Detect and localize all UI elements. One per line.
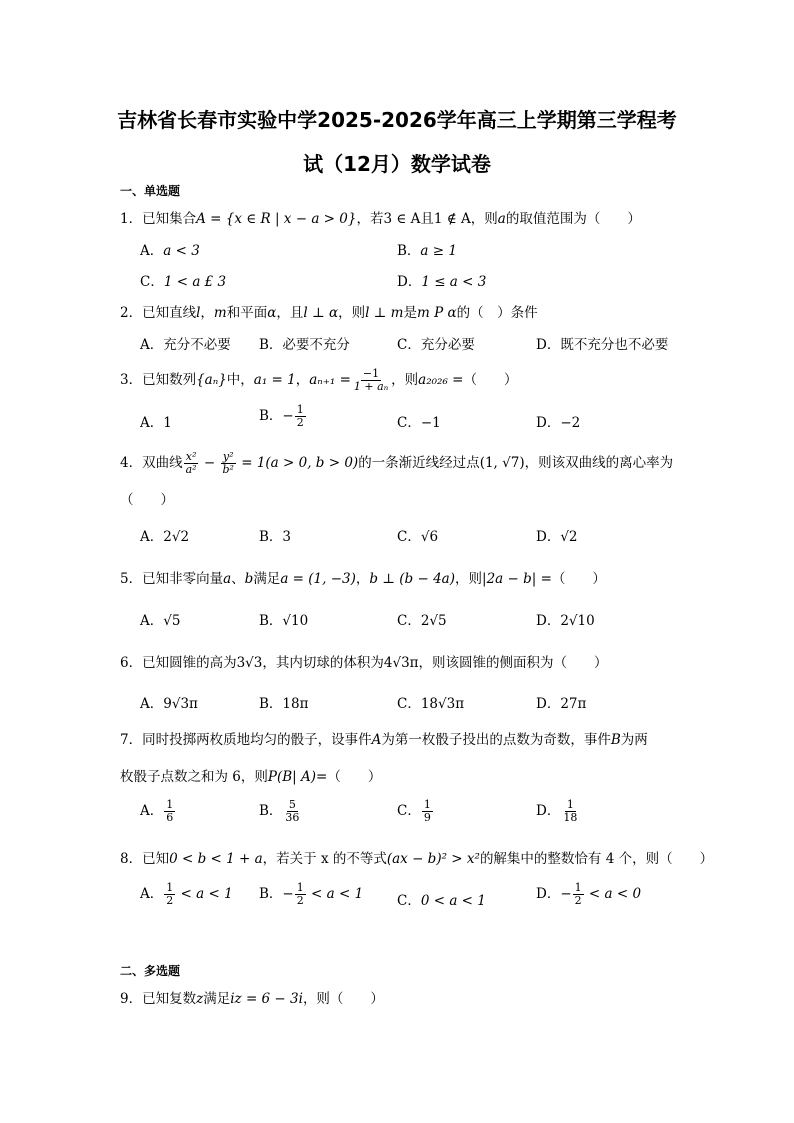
option-math: 3	[282, 529, 292, 545]
option-label: A．	[140, 415, 164, 431]
q2-text: 2．已知直线	[120, 305, 197, 321]
q2-option-d: D．既不充分也不必要	[536, 337, 669, 353]
q7-event-a: A	[371, 732, 382, 748]
option-fraction	[422, 799, 433, 824]
q5-abs: |2a − b| =	[482, 571, 552, 587]
option-math: 27π	[560, 696, 587, 712]
q5-text-b: 满足	[253, 571, 281, 587]
option-label: B．	[259, 696, 283, 712]
option-label: C．	[397, 529, 421, 545]
numerator: 1	[296, 403, 304, 416]
q5-text-d: ，则	[455, 571, 483, 587]
q2-option-a: A．充分不必要	[140, 337, 231, 353]
q9-var-z: z	[196, 991, 204, 1007]
question-3	[120, 368, 680, 393]
q3-a1: a₁ = 1	[253, 372, 296, 388]
q1-option-b	[397, 239, 457, 259]
exam-title-line1: 吉林省长春市实验中学2025-2026学年高三上学期第三学程考	[117, 108, 677, 132]
denominator: b²	[222, 463, 234, 476]
q8-inequality: (ax − b)² > x²	[386, 851, 480, 867]
q3-text-b: 中，	[226, 372, 254, 388]
q6-volume: 4√3π	[383, 655, 419, 671]
q7-option-b	[259, 799, 302, 824]
denominator: 2	[296, 416, 304, 429]
q8-text: 8．已知	[120, 851, 170, 867]
denominator: 2	[296, 894, 304, 907]
q3-text-e: （ ）	[463, 372, 518, 388]
option-label: A．	[140, 529, 164, 545]
question-9	[120, 987, 680, 1007]
numerator: 1	[423, 798, 431, 811]
numerator: y²	[222, 450, 234, 463]
question-6	[120, 651, 680, 671]
denominator: 1 + aₙ	[353, 380, 389, 393]
numerator: 1	[566, 798, 574, 811]
question-4-cont: （ ）	[120, 492, 174, 508]
q7-text-c: 为两	[620, 732, 648, 748]
q2-text-g: 的（ ）条件	[456, 305, 538, 321]
option-math: < a < 1	[306, 886, 364, 902]
q4-option-b	[259, 525, 291, 545]
option-math: 1	[163, 415, 172, 431]
q3-rec-fraction	[352, 368, 390, 393]
q6-option-a	[140, 692, 198, 712]
q2-text-c: 和平面	[226, 305, 268, 321]
q4-frac-x	[184, 451, 199, 476]
q1-option-c	[140, 270, 226, 290]
q6-text-c: ，则该圆锥的侧面积为（ ）	[418, 655, 608, 671]
option-math: 9√3π	[163, 696, 198, 712]
numerator: 1	[296, 881, 304, 894]
q5-text-e: （ ）	[551, 571, 606, 587]
q3-option-b	[259, 404, 307, 429]
option-math: 2√10	[560, 613, 595, 629]
q3-seq: {aₙ}	[196, 372, 227, 388]
q7-option-a	[140, 799, 176, 824]
option-fraction	[295, 404, 306, 429]
denominator: 36	[285, 811, 300, 824]
denominator: 9	[423, 811, 431, 824]
question-5	[120, 567, 680, 587]
q4-option-c	[397, 525, 438, 545]
option-math: √6	[420, 529, 439, 545]
option-math: < a < 0	[584, 886, 642, 902]
option-label: D．	[536, 415, 561, 431]
q7-text: 7．同时投掷两枚质地均匀的骰子，设事件	[120, 732, 372, 748]
denominator: 6	[166, 811, 174, 824]
q3-text-c: ，	[295, 372, 310, 388]
option-label: B．	[259, 803, 283, 819]
option-label: D．	[536, 803, 561, 819]
q5-option-b	[259, 609, 308, 629]
q2-option-b: B．必要不充分	[259, 337, 350, 353]
question-7-line2	[120, 765, 680, 785]
option-label: A．	[140, 243, 164, 259]
q5-text: 5．已知非零向量	[120, 571, 224, 587]
option-label: B．	[259, 408, 283, 424]
q4-option-a	[140, 525, 189, 545]
option-fraction	[283, 799, 301, 824]
q6-text-b: ，其内切球的体积为	[262, 655, 384, 671]
question-8	[120, 847, 714, 867]
q5-vector-a: a	[223, 571, 232, 587]
q2-line-m: m	[213, 305, 227, 321]
q7-option-d	[536, 799, 580, 824]
q2-line-l: l	[196, 305, 201, 321]
q2-cond3: m P α	[416, 305, 457, 321]
numerator: 1	[574, 881, 582, 894]
option-label: C．	[397, 613, 421, 629]
question-2	[120, 301, 680, 321]
q8-option-a	[140, 882, 233, 907]
option-math: 18π	[282, 696, 309, 712]
q2-cond2: l ⊥ m	[365, 305, 404, 321]
q3-text-d: ，则	[391, 372, 419, 388]
q1-set: A = {x ∈ R | x − a > 0}	[196, 211, 357, 227]
q3-target: a₂₀₂₆ =	[418, 372, 464, 388]
q1-option-d	[397, 270, 486, 290]
option-label: D．	[536, 529, 561, 545]
q4-minus: −	[199, 455, 220, 471]
option-label: A．	[140, 886, 164, 902]
q1-option-a	[140, 239, 200, 259]
q8-text-b: ，若关于 x 的不等式	[262, 851, 387, 867]
q3-option-d	[536, 411, 580, 431]
option-label: C．	[397, 415, 421, 431]
denominator: 2	[166, 894, 174, 907]
option-label: C．	[397, 696, 421, 712]
option-math: 1 ≤ a < 3	[421, 274, 487, 290]
section-multiple-choice: 二、多选题	[120, 964, 181, 978]
option-math: 1 < a £ 3	[163, 274, 227, 290]
option-label: D．	[536, 886, 561, 902]
option-label: D．	[536, 613, 561, 629]
q6-height: 3√3	[236, 655, 263, 671]
option-sign: −	[560, 886, 572, 902]
q8-option-c	[397, 889, 486, 909]
denominator: 2	[574, 894, 582, 907]
q2-text-d: ，且	[276, 305, 304, 321]
q9-text-b: 满足	[203, 991, 231, 1007]
q1-text-c: 的取值范围为（ ）	[505, 211, 641, 227]
option-math: −1	[420, 415, 441, 431]
q1-var: a	[497, 211, 506, 227]
q9-text: 9．已知复数	[120, 991, 197, 1007]
option-math: a ≥ 1	[420, 243, 457, 259]
option-fraction	[561, 799, 579, 824]
option-math: 0 < a < 1	[420, 893, 486, 909]
q7-text-e: =（ ）	[316, 769, 382, 785]
option-label: D．	[397, 274, 422, 290]
q8-option-d	[536, 882, 641, 907]
q2-text-b: ，	[200, 305, 214, 321]
q4-text-b: 的一条渐近线经过点	[358, 455, 480, 471]
q3-rec-left: aₙ₊₁ =	[309, 372, 351, 388]
question-7	[120, 728, 680, 748]
denominator: a²	[185, 463, 197, 476]
q1-text-b: ，若3 ∈ A且1 ∉ A，则	[356, 211, 498, 227]
question-1	[120, 207, 680, 227]
numerator: −1	[362, 367, 380, 380]
q5-eq: a = (1, −3)	[280, 571, 356, 587]
q5-text-c: ，	[355, 571, 370, 587]
q4-text-c: ，则该双曲线的离心率为	[524, 455, 674, 471]
option-fraction	[295, 882, 306, 907]
option-sign: −	[282, 408, 294, 424]
option-label: B．	[259, 886, 283, 902]
option-fraction	[164, 882, 175, 907]
option-label: B．	[397, 243, 421, 259]
option-fraction	[573, 882, 584, 907]
q2-cond: l ⊥ α	[303, 305, 339, 321]
option-math: √5	[163, 613, 181, 629]
option-math: a < 3	[163, 243, 200, 259]
option-math: 18√3π	[420, 696, 465, 712]
q8-cond: 0 < b < 1 + a	[169, 851, 263, 867]
q4-cond: = 1(a > 0, b > 0)	[236, 455, 359, 471]
option-label: B．	[259, 529, 283, 545]
option-math: 2√2	[163, 529, 190, 545]
option-math: < a < 1	[176, 886, 233, 902]
q4-frac-y	[220, 451, 235, 476]
q7-event-b: B	[610, 732, 621, 748]
q9-text-c: ，则（ ）	[302, 991, 384, 1007]
denominator: 18	[563, 811, 578, 824]
q5-perp: b ⊥ (b − 4a)	[369, 571, 456, 587]
q6-option-b	[259, 692, 308, 712]
q3-option-c	[397, 411, 441, 431]
numerator: 5	[288, 798, 296, 811]
option-label: C．	[397, 803, 421, 819]
q2-option-c: C．充分必要	[397, 337, 475, 353]
q3-text: 3．已知数列	[120, 372, 197, 388]
option-math: 2√5	[420, 613, 447, 629]
question-4	[120, 451, 680, 476]
option-label: B．	[259, 613, 283, 629]
q8-text-c: 的解集中的整数恰有 4 个，则（ ）	[479, 851, 714, 867]
q2-text-f: 是	[403, 305, 417, 321]
q6-option-c	[397, 692, 464, 712]
option-sign: −	[282, 886, 294, 902]
option-label: C．	[140, 274, 164, 290]
q7-text-b: 为第一枚骰子投出的点数为奇数，事件	[381, 732, 611, 748]
q5-sep: 、	[231, 571, 245, 587]
q4-text: 4．双曲线	[120, 455, 183, 471]
option-math: −2	[560, 415, 581, 431]
option-math: √10	[282, 613, 309, 629]
q7-probability: P(B| A)	[267, 769, 317, 785]
exam-title-line2: 试（12月）数学试卷	[303, 152, 491, 176]
option-label: C．	[397, 893, 421, 909]
numerator: x²	[185, 450, 197, 463]
q6-option-d	[536, 692, 586, 712]
q5-option-d	[536, 609, 595, 629]
option-label: A．	[140, 696, 164, 712]
q4-option-d	[536, 525, 578, 545]
q7-text-d: 枚骰子点数之和为 6，则	[120, 769, 268, 785]
q1-text: 1．已知集合	[120, 211, 197, 227]
option-label: D．	[536, 696, 561, 712]
q2-plane: α	[267, 305, 277, 321]
option-math: √2	[560, 529, 578, 545]
q6-text: 6．已知圆锥的高为	[120, 655, 237, 671]
numerator: 1	[166, 881, 174, 894]
option-fraction	[164, 799, 175, 824]
q3-option-a	[140, 411, 172, 431]
q5-vector-b: b	[244, 571, 254, 587]
q2-text-e: ，则	[338, 305, 366, 321]
option-label: A．	[140, 803, 164, 819]
q4-point: (1, √7)	[479, 455, 525, 471]
q9-eq: iz = 6 − 3i	[230, 991, 303, 1007]
section-single-choice: 一、单选题	[120, 184, 181, 198]
option-label: A．	[140, 613, 164, 629]
q5-option-c	[397, 609, 447, 629]
numerator: 1	[166, 798, 174, 811]
q5-option-a	[140, 609, 180, 629]
q7-option-c	[397, 799, 434, 824]
q8-option-b	[259, 882, 363, 907]
